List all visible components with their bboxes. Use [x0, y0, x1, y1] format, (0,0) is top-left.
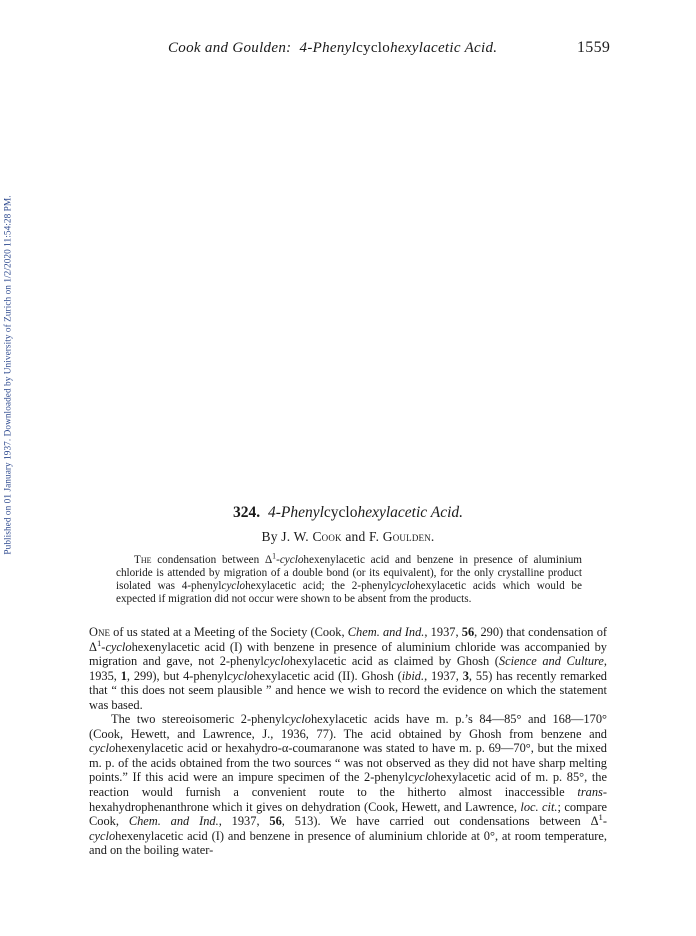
paragraph-text: hexenylacetic acid or hexahydro-α-coumaranone was stated to have m. p. 69—70°, but the mixed m. p. of the acids obtained from the two sources “ was not observed as they did not have sharp melting points.” If this acid were an impure specimen of the 2-phenyl [89, 741, 607, 785]
volume-number: 3 [462, 668, 469, 683]
abstract [116, 551, 582, 606]
italic-prefix: cyclo [408, 770, 435, 785]
article-number: 324. [232, 504, 261, 521]
journal-name: Chem. and Ind. [128, 814, 219, 829]
paragraph-text: ; compare Cook, [89, 799, 607, 829]
paragraph-text: hexenylacetic acid (I) with benzene in presence of aluminium chloride was accompanied by migration and gave, not 2-phenyl [89, 639, 607, 669]
citation-abbrev: loc. cit. [520, 799, 558, 814]
paragraph-text: , 1937, [424, 625, 462, 639]
paragraph-1 [89, 625, 607, 712]
author-2: F. Goulden. [369, 529, 435, 544]
paragraph-text: , 290) that condensation of Δ [89, 625, 608, 654]
volume-number: 56 [269, 814, 282, 829]
italic-prefix: trans [577, 785, 603, 800]
abstract-superscript: 1 [272, 551, 277, 561]
paragraph-text: hexylacetic acids have m. p.’s 84—85° and 168—170° (Cook, Hewett, and Lawrence, J., 1936, 77). The acid obtained by Ghosh from benzene and [89, 712, 607, 741]
byline [0, 529, 696, 545]
running-head-separator: : [286, 40, 292, 56]
volume-number: 1 [120, 668, 127, 683]
paragraph-text: hexylacetic acid as claimed by Ghosh ( [289, 654, 499, 669]
italic-prefix: cyclo [227, 668, 254, 683]
download-watermark [2, 160, 16, 590]
paragraph-text: hexenylacetic acid (I) and benzene in presence of aluminium chloride at 0°, at room temperature, and on the boiling water- [89, 828, 607, 858]
running-head-title-2: cyclo [356, 40, 391, 56]
italic-prefix: cyclo [105, 639, 132, 654]
abstract-lead: The [134, 554, 152, 566]
paragraph-text: , 1937, [424, 668, 463, 683]
abstract-text: hexylacetic acids which would be expected if migration did not occur were shown to be absent from the products. [116, 580, 582, 606]
article-title-2: cyclo [323, 504, 358, 521]
article-title [0, 504, 696, 522]
paragraph-text: , 55) has recently remarked that “ this does not seem plausible ” and hence we wish to record the evidence on which the statement was based. [89, 668, 608, 712]
byline-by: By [261, 529, 278, 544]
article-title-1: 4-Phenyl [267, 504, 324, 521]
author-1: J. W. Cook [281, 529, 342, 544]
abstract-text: hexenylacetic acid and benzene in presence of aluminium chloride is attended by migration of a double bond (or its equivalent), for the only crystalline product isolated was 4-phenyl [116, 554, 582, 593]
abstract-italic: cyclo [391, 580, 416, 593]
running-head-title-3: hexylacetic Acid. [390, 40, 498, 56]
paragraph-text: of us stated at a Meeting of the Society (Cook, [109, 625, 348, 639]
italic-prefix: cyclo [284, 712, 311, 727]
journal-name: Science and Culture [498, 654, 604, 669]
download-watermark-text: Published on 01 January 1937. Downloaded by University of Zurich on 1/2/2020 11:54:28 PM. [4, 195, 15, 555]
abstract-text: condensation between Δ [151, 554, 273, 566]
paragraph-text: - [602, 814, 608, 829]
paragraph-text: hexylacetic acid of m. p. 85°, the reaction would furnish a convenient route to the hitherto almost inaccessible [89, 770, 607, 800]
running-head [168, 40, 497, 57]
abstract-italic: cyclo [279, 554, 304, 566]
paragraph-text: -hexahydrophenanthrone which it gives on dehydration (Cook, Hewett, and Lawrence, [89, 785, 607, 814]
superscript: 1 [598, 811, 603, 822]
paragraph-text: , 513). We have carried out condensations between Δ [281, 814, 599, 829]
paragraph-text: - [101, 639, 106, 654]
page-number: 1559 [577, 39, 611, 56]
volume-number: 56 [461, 625, 475, 639]
italic-prefix: cyclo [89, 828, 116, 843]
abstract-italic: cyclo [221, 580, 246, 593]
superscript: 1 [96, 637, 102, 648]
paragraph-text: hexylacetic acid (II). Ghosh ( [253, 668, 402, 683]
paragraph-text: , 1935, [89, 654, 608, 683]
paragraph-2 [89, 712, 607, 857]
running-head-title-1: 4-Phenyl [299, 40, 357, 56]
journal-name: ibid. [401, 668, 425, 683]
paragraph-text: The two stereoisomeric 2-phenyl [111, 712, 285, 727]
running-head-authors: Cook and Goulden [168, 40, 287, 56]
byline-and: and [345, 529, 366, 544]
article-title-3: hexylacetic Acid. [357, 504, 464, 521]
italic-prefix: cyclo [89, 741, 116, 756]
paragraph-text: , 1937, [218, 814, 270, 829]
body-text [89, 625, 607, 858]
paragraph-lead-word: One [89, 625, 110, 639]
journal-name: Chem. and Ind. [347, 625, 425, 639]
paragraph-text: , 299), but 4-phenyl [126, 668, 228, 683]
abstract-text: - [276, 554, 280, 566]
abstract-text: hexylacetic acid; the 2-phenyl [245, 580, 392, 593]
italic-prefix: cyclo [263, 654, 290, 669]
